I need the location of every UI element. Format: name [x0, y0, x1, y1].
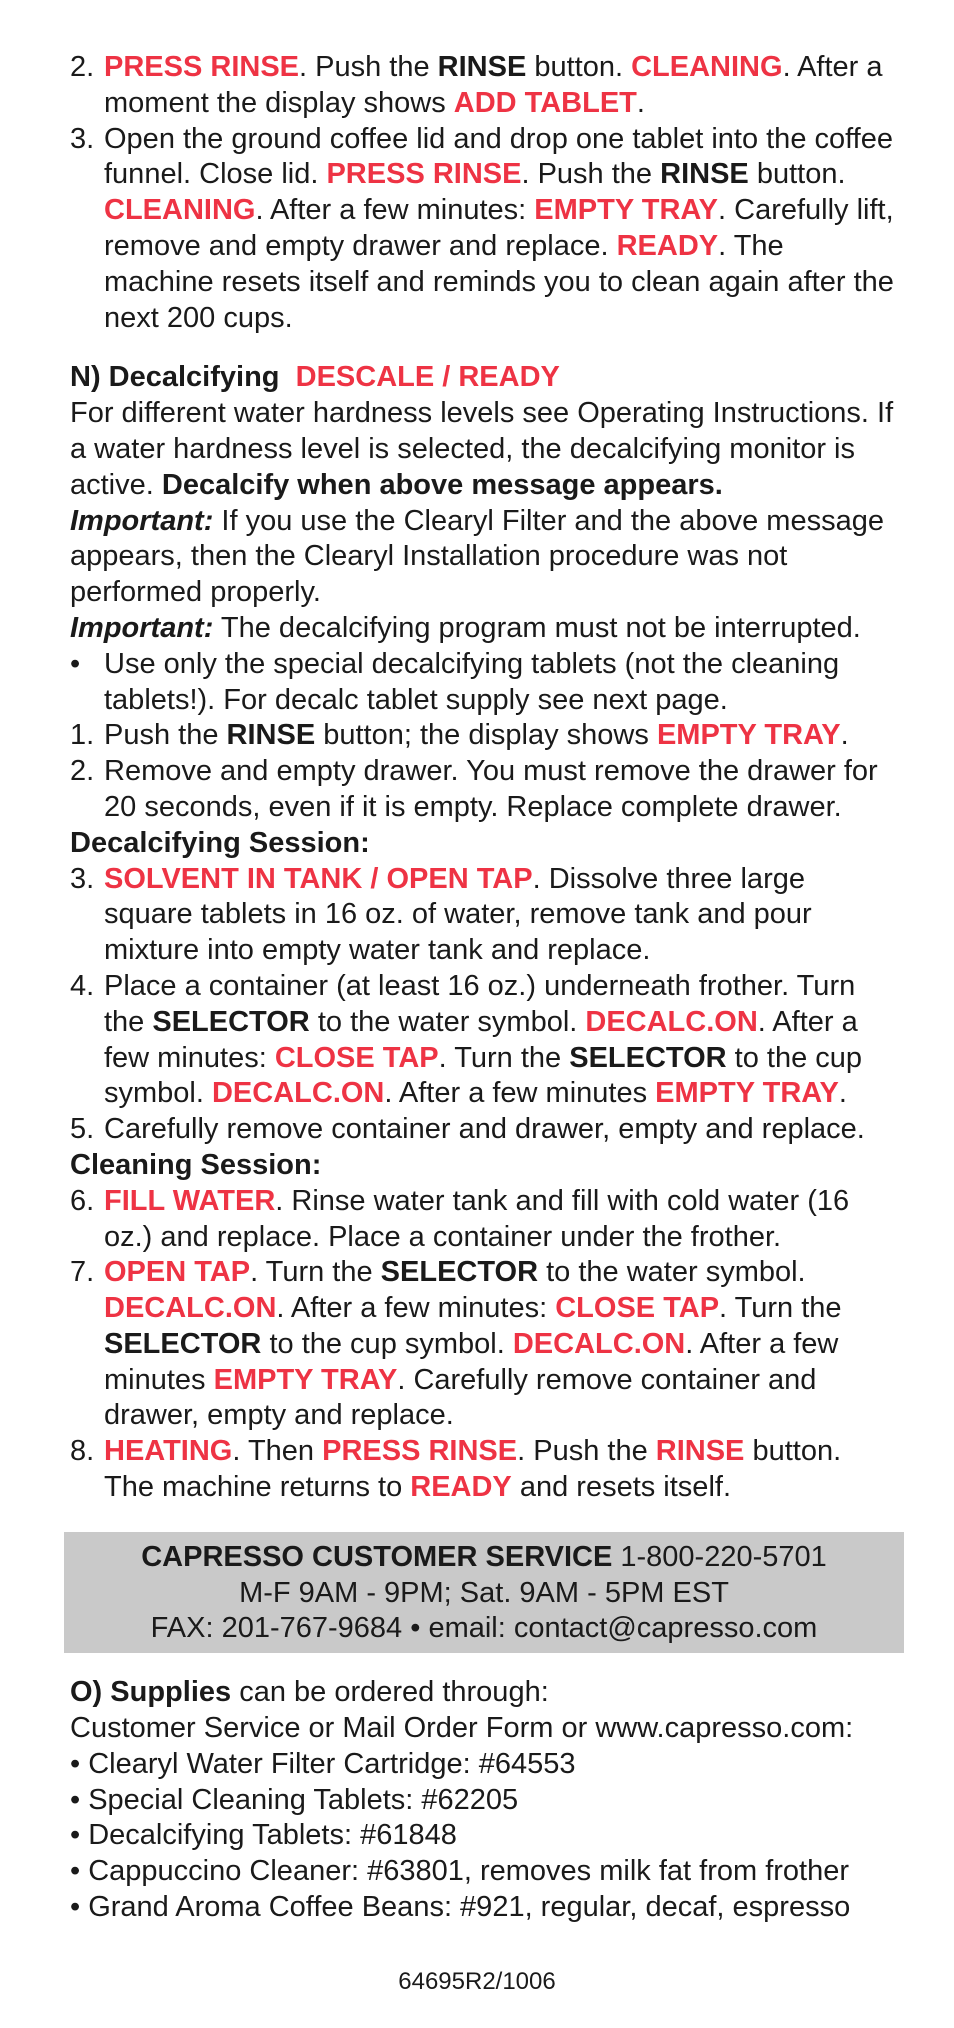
spacer	[70, 336, 894, 360]
important-note-1	[70, 504, 894, 611]
step-text	[104, 122, 894, 337]
display-message: EMPTY TRAY	[656, 719, 841, 752]
step-number: 6.	[70, 1184, 95, 1217]
step-number: 8.	[70, 1435, 95, 1468]
supply-item: • Decalcifying Tablets: #61848	[70, 1819, 457, 1852]
text-run: . The machine resets itself and reminds you to clean again after the next 200 cups.	[104, 229, 894, 334]
step-number: 2.	[70, 51, 95, 83]
section-title: O) Supplies	[70, 1676, 232, 1709]
display-message: DECALC.ON	[512, 1327, 686, 1360]
decalc-step-7	[70, 1255, 894, 1434]
display-message: EMPTY TRAY	[655, 1077, 839, 1110]
button-name: RINSE	[226, 719, 316, 752]
text-run: . Push the	[299, 51, 438, 83]
display-message: DESCALE / READY	[295, 361, 560, 394]
supply-item: • Grand Aroma Coffee Beans: #921, regular, decaf, espresso	[70, 1891, 851, 1924]
step-number: 2.	[70, 755, 95, 788]
text-run: If you use the Clearyl Filter and the above message appears, then the Clearyl Installation procedure was not performed properly.	[70, 504, 884, 609]
display-message: READY	[410, 1471, 512, 1504]
text-run: . Turn the	[719, 1292, 842, 1325]
text-run: button. The machine returns to	[104, 1435, 842, 1504]
step-text	[104, 969, 894, 1112]
display-message: PRESS RINSE	[326, 158, 522, 191]
text-run: to the cup symbol.	[104, 1041, 863, 1110]
text-run: button; the display shows	[315, 719, 657, 752]
control-name: SELECTOR	[569, 1041, 727, 1074]
decalc-step-5	[70, 1112, 894, 1148]
text-run: and resets itself.	[511, 1471, 731, 1504]
text-run: . Rinse water tank and fill with cold water (16 oz.) and replace. Place a container under the frother.	[104, 1184, 850, 1253]
display-message: FILL WATER	[104, 1184, 276, 1217]
display-message: PRESS RINSE	[322, 1435, 518, 1468]
control-name: SELECTOR	[104, 1327, 262, 1360]
section-title: N) Decalcifying	[70, 361, 280, 394]
text-run: . Carefully lift, remove and empty drawer and replace.	[104, 194, 894, 262]
text-run: . Push the	[521, 158, 661, 191]
decalc-intro	[70, 396, 894, 503]
text-run: . Push the	[517, 1435, 656, 1468]
text-run: . Then	[232, 1435, 323, 1468]
step-number: 4.	[70, 969, 95, 1002]
text-run: . After a few minutes	[384, 1077, 656, 1110]
text-run: . After a few minutes:	[276, 1292, 556, 1325]
text-run: . Carefully remove container and drawer, empty and replace.	[104, 1363, 817, 1432]
text-run: can be ordered through:	[231, 1676, 549, 1709]
display-message: CLOSE TAP	[274, 1041, 439, 1074]
display-message: DECALC.ON	[585, 1005, 758, 1038]
text-run: Open the ground coffee lid and drop one tablet into the coffee funnel. Close lid.	[104, 122, 893, 191]
text-run: For different water hardness levels see Operating Instructions. If a water hardness level is selected, the decalcifying monitor is active.	[70, 397, 894, 501]
supplies-section	[70, 1675, 894, 1926]
text-run: Place a container (at least 16 oz.) underneath frother. Turn the	[104, 969, 856, 1038]
important-note-2	[70, 611, 894, 647]
text-run: . After a few minutes:	[255, 194, 535, 227]
display-message: CLOSE TAP	[555, 1292, 720, 1325]
cleaning-step-2	[70, 50, 894, 122]
decalc-step-1	[70, 718, 894, 754]
button-name: RINSE	[437, 51, 527, 83]
display-message: PRESS RINSE	[104, 51, 299, 83]
step-text: Remove and empty drawer. You must remove the drawer for 20 seconds, even if it is empty. Replace complete drawer.	[104, 755, 878, 823]
supplies-source: Customer Service or Mail Order Form or www.capresso.com:	[70, 1712, 854, 1745]
step-number: 5.	[70, 1113, 95, 1146]
cleaning-step-3	[70, 122, 894, 337]
session-heading-decalcifying: Decalcifying Session:	[70, 826, 370, 859]
display-message: EMPTY TRAY	[213, 1363, 398, 1396]
step-number: 1.	[70, 719, 95, 752]
display-message: CLEANING	[104, 194, 256, 227]
decalc-step-6	[70, 1184, 894, 1256]
display-message: SOLVENT IN TANK / OPEN TAP	[104, 862, 533, 895]
supplies-heading	[70, 1675, 894, 1711]
important-label: Important:	[70, 504, 214, 537]
step-text	[104, 862, 894, 969]
text-run: to the water symbol.	[538, 1256, 806, 1289]
text-run: Push the	[104, 719, 227, 752]
control-name: SELECTOR	[380, 1256, 539, 1289]
display-message: EMPTY TRAY	[534, 194, 719, 227]
service-hours: M-F 9AM - 9PM; Sat. 9AM - 5PM EST	[239, 1576, 729, 1609]
step-text	[104, 1434, 894, 1506]
display-message: RINSE	[655, 1435, 745, 1468]
text-run: . After a few minutes	[104, 1327, 839, 1396]
display-message: ADD TABLET	[453, 86, 637, 119]
service-title: CAPRESSO CUSTOMER SERVICE	[141, 1540, 613, 1573]
text-run: . After a moment the display shows	[104, 51, 883, 119]
text-run: The decalcifying program must not be interrupted.	[213, 611, 861, 644]
decalc-step-4	[70, 969, 894, 1112]
display-message: HEATING	[104, 1435, 233, 1468]
text-run: .	[840, 719, 849, 752]
document-code: 64695R2/1006	[398, 1968, 556, 1995]
text-run: .	[838, 1077, 847, 1110]
step-text	[104, 1255, 894, 1434]
service-title-line	[64, 1540, 904, 1576]
decalc-step-8	[70, 1434, 894, 1506]
step-text: Carefully remove container and drawer, empty and replace.	[104, 1113, 865, 1146]
supply-item: • Cappuccino Cleaner: #63801, removes milk fat from frother	[70, 1855, 850, 1888]
control-name: SELECTOR	[152, 1005, 310, 1038]
button-name: RINSE	[660, 158, 749, 191]
decalc-step-2	[70, 754, 894, 826]
display-message: OPEN TAP	[104, 1256, 251, 1289]
text-run: button.	[748, 158, 846, 191]
text-run: button.	[526, 51, 632, 83]
service-fax-email: FAX: 201-767-9684 • email: contact@capresso.com	[150, 1612, 818, 1645]
display-message: CLEANING	[631, 51, 783, 83]
decalc-step-3	[70, 862, 894, 969]
text-run: to the cup symbol.	[261, 1327, 513, 1360]
step-text	[104, 1184, 894, 1256]
supply-item: • Clearyl Water Filter Cartridge: #64553	[70, 1747, 576, 1780]
step-number: 7.	[70, 1256, 95, 1289]
text-run: . Turn the	[250, 1256, 381, 1289]
supply-item: • Special Cleaning Tablets: #62205	[70, 1783, 519, 1816]
text-run: . Dissolve three large square tablets in 16 oz. of water, remove tank and pour mixture into empty water tank and replace.	[104, 862, 812, 967]
text-run: .	[636, 86, 645, 119]
service-phone: 1-800-220-5701	[612, 1540, 827, 1573]
section-heading-decalcifying	[70, 360, 894, 396]
text-run: . Turn the	[438, 1041, 570, 1074]
text-run: . After a few minutes:	[104, 1005, 858, 1074]
step-text	[104, 50, 894, 122]
text-run: to the water symbol.	[309, 1005, 586, 1038]
display-message: DECALC.ON	[211, 1077, 385, 1110]
emphasis-text: Decalcify when above message appears.	[161, 468, 723, 501]
bullet-dot: •	[70, 647, 81, 680]
customer-service-box	[64, 1532, 904, 1653]
display-message: DECALC.ON	[104, 1292, 277, 1325]
important-label: Important:	[70, 611, 214, 644]
display-message: READY	[616, 229, 719, 262]
step-number: 3.	[70, 122, 95, 155]
session-heading-cleaning: Cleaning Session:	[70, 1148, 322, 1181]
step-number: 3.	[70, 862, 95, 895]
bullet-text: Use only the special decalcifying tablets (not the cleaning tablets!). For decalc tablet supply see next page.	[104, 647, 840, 716]
step-text	[104, 718, 894, 754]
decalc-bullet	[70, 647, 894, 719]
